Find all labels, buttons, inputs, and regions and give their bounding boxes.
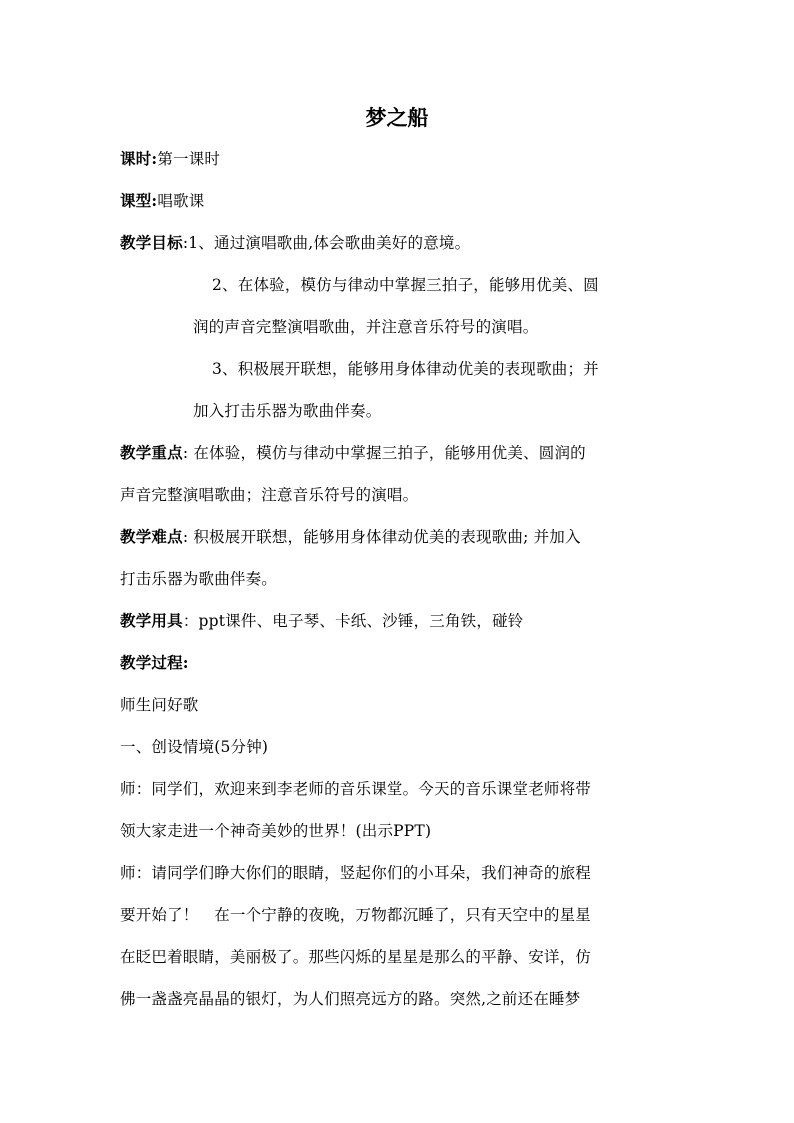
objective-2-line-1: 2、在体验，模仿与律动中掌握三拍子，能够用优美、圆 bbox=[212, 276, 599, 294]
lesson-type-label: 课型: bbox=[120, 191, 158, 210]
process-line bbox=[120, 652, 680, 674]
lesson-type-line bbox=[120, 190, 680, 212]
key-points-line-1 bbox=[120, 442, 680, 464]
objectives-label: 教学目标 bbox=[120, 233, 183, 252]
objective-3-line-2: 加入打击乐器为歌曲伴奏。 bbox=[193, 402, 382, 420]
key-points-line-2: 声音完整演唱歌曲；注意音乐符号的演唱。 bbox=[120, 486, 419, 504]
key-points-text: : 在体验，模仿与律动中掌握三拍子，能够用优美、圆润的 bbox=[182, 444, 586, 462]
objective-3-line-1: 3、积极展开联想，能够用身体律动优美的表现歌曲；并 bbox=[212, 360, 599, 378]
difficulties-line-2: 打击乐器为歌曲伴奏。 bbox=[120, 570, 278, 588]
paragraph-2-line-4: 佛一盏盏亮晶晶的银灯，为人们照亮远方的路。突然,之前还在睡梦 bbox=[120, 990, 581, 1008]
difficulties-line-1 bbox=[120, 526, 680, 548]
objectives-line bbox=[120, 232, 680, 254]
difficulties-label: 教学难点 bbox=[120, 527, 183, 546]
paragraph-1-line-1: 师：同学们，欢迎来到李老师的音乐课堂。今天的音乐课堂老师将带 bbox=[120, 780, 592, 798]
lesson-time-line bbox=[120, 148, 680, 170]
lesson-time-label: 课时: bbox=[120, 149, 158, 168]
lesson-type-value: 唱歌课 bbox=[157, 192, 205, 210]
objective-2-line-2: 润的声音完整演唱歌曲，并注意音乐符号的演唱。 bbox=[193, 318, 539, 336]
tools-label: 教学用具 bbox=[120, 611, 183, 630]
tools-value: ：ppt课件、电子琴、卡纸、沙锤，三角铁，碰铃 bbox=[182, 612, 524, 630]
difficulties-text: : 积极展开联想，能够用身体律动优美的表现歌曲; 并加入 bbox=[182, 528, 581, 546]
paragraph-1-line-2: 领大家走进一个神奇美妙的世界！(出示PPT) bbox=[120, 822, 432, 840]
greeting-line: 师生问好歌 bbox=[120, 696, 199, 714]
paragraph-2-line-2: 要开始了！ 在一个宁静的夜晚，万物都沉睡了，只有天空中的星星 bbox=[120, 906, 592, 924]
paragraph-2-line-1: 师：请同学们睁大你们的眼睛，竖起你们的小耳朵，我们神奇的旅程 bbox=[120, 864, 592, 882]
lesson-time-value: 第一课时 bbox=[157, 150, 221, 168]
document-title: 梦之船 bbox=[365, 105, 429, 130]
key-points-label: 教学重点 bbox=[120, 443, 183, 462]
paragraph-2-line-3: 在眨巴着眼睛，美丽极了。那些闪烁的星星是那么的平静、安详，仿 bbox=[120, 948, 592, 966]
section-1-heading: 一、创设情境(5分钟) bbox=[120, 738, 269, 756]
process-label: 教学过程: bbox=[120, 653, 189, 672]
tools-line bbox=[120, 610, 680, 632]
objective-1: :1、通过演唱歌曲,体会歌曲美好的意境。 bbox=[182, 234, 471, 252]
